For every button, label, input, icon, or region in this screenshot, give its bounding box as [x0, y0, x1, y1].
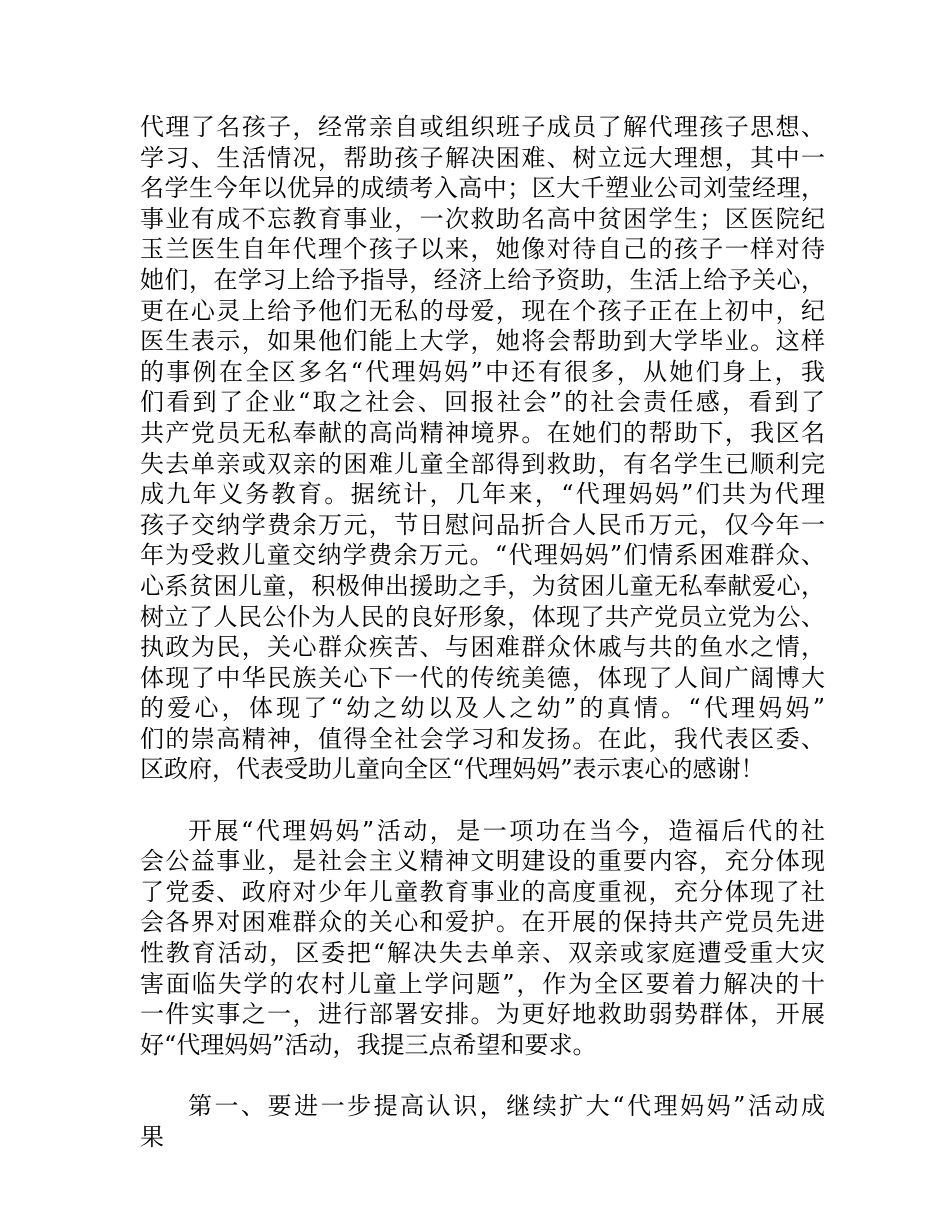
text-line: 第一、要进一步提高认识，继续扩大“代理妈妈”活动成	[188, 1092, 825, 1120]
text-line: 区政府，代表受助儿童向全区“代理妈妈”表示衷心的感谢！	[140, 755, 765, 784]
text-line: 果	[140, 1122, 164, 1151]
text-line: 玉兰医生自年代理个孩子以来，她像对待自己的孩子一样对待	[140, 235, 825, 264]
text-line: 们的崇高精神，值得全社会学习和发扬。在此，我代表区委、	[140, 724, 825, 753]
text-line: 们看到了企业“取之社会、回报社会”的社会责任感，看到了	[140, 388, 825, 417]
text-line: 性教育活动，区委把“解决失去单亲、双亲或家庭遭受重大灾	[140, 939, 825, 968]
text-line: 代理了名孩子，经常亲自或组织班子成员了解代理孩子思想、	[140, 113, 825, 141]
text-line: 医生表示，如果他们能上大学，她将会帮助到大学毕业。这样	[140, 327, 825, 356]
paragraph-2	[140, 816, 825, 1061]
text-line: 会各界对困难群众的关心和爱护。在开展的保持共产党员先进	[140, 908, 825, 937]
text-line: 共产党员无私奉献的高尚精神境界。在她们的帮助下，我区名	[140, 418, 825, 447]
text-line: 心系贫困儿童，积极伸出援助之手，为贫困儿童无私奉献爱心，	[140, 571, 825, 600]
text-line: 会公益事业，是社会主义精神文明建设的重要内容，充分体现	[140, 847, 825, 876]
text-line: 好“代理妈妈”活动，我提三点希望和要求。	[140, 1030, 597, 1059]
text-line: 更在心灵上给予他们无私的母爱，现在个孩子正在上初中，纪	[140, 296, 825, 325]
text-line: 学习、生活情况，帮助孩子解决困难、树立远大理想，其中一	[140, 143, 825, 172]
text-line: 害面临失学的农村儿童上学问题”，作为全区要着力解决的十	[140, 969, 825, 998]
document-body	[140, 112, 825, 1183]
text-line: 体现了中华民族关心下一代的传统美德，体现了人间广阔博大	[140, 663, 825, 692]
text-line: 的爱心，体现了“幼之幼以及人之幼”的真情。“代理妈妈”	[140, 694, 825, 723]
text-line: 树立了人民公仆为人民的良好形象，体现了共产党员立党为公、	[140, 602, 825, 631]
paragraph-3	[140, 1091, 825, 1152]
text-line: 的事例在全区多名“代理妈妈”中还有很多，从她们身上，我	[140, 357, 825, 386]
text-line: 事业有成不忘教育事业，一次救助名高中贫困学生；区医院纪	[140, 204, 825, 233]
text-line: 名学生今年以优异的成绩考入高中；区大千塑业公司刘莹经理，	[140, 174, 825, 203]
text-line: 孩子交纳学费余万元，节日慰问品折合人民币万元，仅今年一	[140, 510, 825, 539]
text-line: 执政为民，关心群众疾苦、与困难群众休戚与共的鱼水之情，	[140, 633, 825, 662]
text-line: 年为受救儿童交纳学费余万元。“代理妈妈”们情系困难群众、	[140, 541, 825, 570]
text-line: 她们，在学习上给予指导，经济上给予资助，生活上给予关心，	[140, 265, 825, 294]
text-line: 一件实事之一，进行部署安排。为更好地救助弱势群体，开展	[140, 1000, 825, 1029]
text-line: 开展“代理妈妈”活动，是一项功在当今，造福后代的社	[188, 816, 825, 845]
text-line: 失去单亲或双亲的困难儿童全部得到救助，有名学生已顺利完	[140, 449, 825, 478]
text-line: 成九年义务教育。据统计，几年来，“代理妈妈”们共为代理	[140, 480, 825, 509]
paragraph-1	[140, 112, 825, 785]
text-line: 了党委、政府对少年儿童教育事业的高度重视，充分体现了社	[140, 877, 825, 906]
